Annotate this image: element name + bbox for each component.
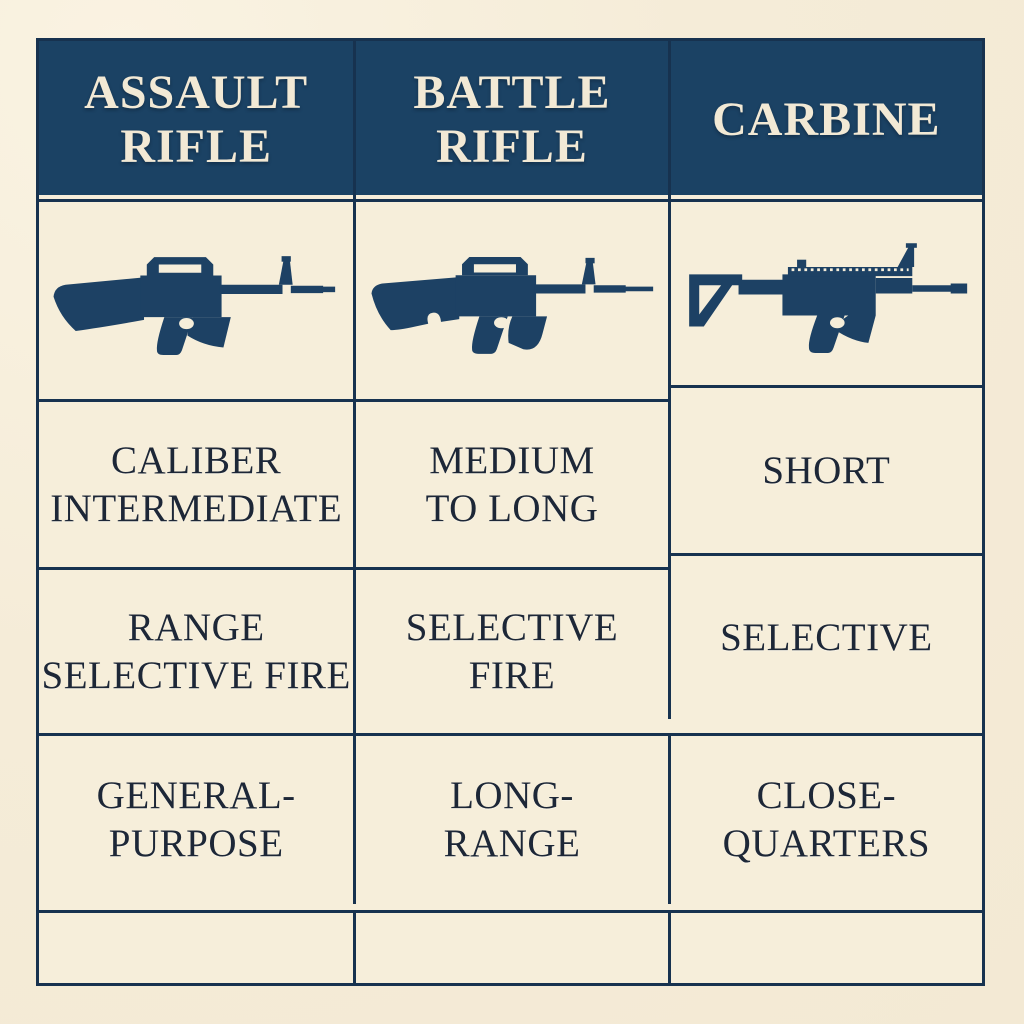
cell-line: SELECTIVE — [405, 605, 619, 649]
header-line: RIFLE — [120, 120, 273, 173]
empty-cell-assault-rifle — [39, 910, 353, 983]
cell-line: TO LONG — [425, 486, 599, 530]
icon-cell-carbine — [668, 199, 982, 405]
battle-rifle-icon — [366, 235, 659, 372]
cell-assault-rifle-row3 — [39, 733, 353, 904]
cell-carbine-row2 — [668, 553, 982, 719]
cell-line: QUARTERS — [722, 822, 931, 865]
cell-line: RANGE — [443, 822, 581, 865]
header-cell-assault-rifle — [39, 41, 353, 199]
cell-line: CLOSE- — [756, 774, 897, 818]
cell-battle-rifle-row2 — [353, 567, 667, 733]
cell-battle-rifle-row1 — [353, 399, 667, 567]
cell-line: SELECTIVE — [720, 615, 933, 659]
empty-cell-battle-rifle — [353, 910, 667, 983]
cell-line: MEDIUM — [429, 438, 595, 482]
cell-carbine-row1 — [668, 385, 982, 553]
cell-line: SHORT — [762, 448, 891, 492]
comparison-table — [36, 38, 985, 986]
header-line: CARBINE — [712, 93, 941, 147]
header-cell-carbine — [668, 41, 982, 199]
cell-line: INTERMEDIATE — [50, 486, 343, 530]
icon-cell-assault-rifle — [39, 199, 353, 405]
header-line: BATTLE — [413, 66, 611, 120]
cell-carbine-row3 — [668, 733, 982, 904]
empty-cell-carbine — [668, 910, 982, 983]
header-line: RIFLE — [436, 120, 588, 173]
cell-assault-rifle-row2 — [39, 567, 353, 733]
cell-line: CALIBER — [110, 438, 282, 482]
cell-line: SELECTIVE FIRE — [41, 653, 351, 697]
cell-line: FIRE — [468, 653, 556, 697]
cell-battle-rifle-row3 — [353, 733, 667, 904]
cell-line: RANGE — [127, 605, 265, 649]
cell-assault-rifle-row1 — [39, 399, 353, 567]
cell-line: GENERAL- — [96, 774, 296, 818]
cell-line: LONG- — [450, 774, 574, 818]
assault-rifle-icon — [48, 234, 343, 372]
icon-cell-battle-rifle — [353, 199, 667, 405]
carbine-icon — [680, 235, 973, 372]
header-line: ASSAULT — [84, 66, 309, 120]
cell-line: PURPOSE — [108, 822, 284, 865]
header-cell-battle-rifle — [353, 41, 667, 199]
